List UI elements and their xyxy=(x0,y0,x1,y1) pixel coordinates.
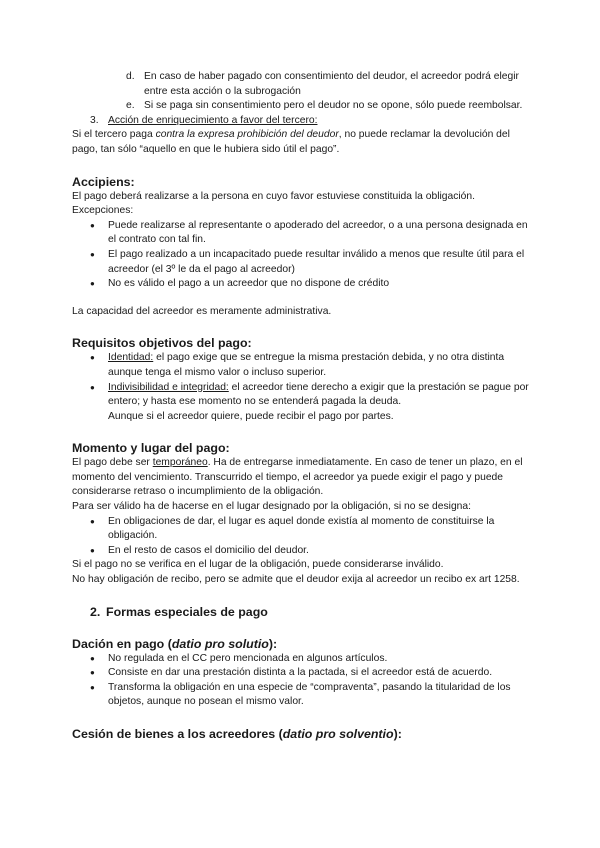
italic-run: datio pro solventio xyxy=(282,727,394,741)
paragraph: El pago deberá realizarse a la persona en cuyo favor estuviese constituida la obligación. xyxy=(72,190,475,202)
list-item-d xyxy=(72,70,532,99)
list-item: ● Transforma la obligación en una especie de “compraventa”, pasando la titularidad de los objetos, aunque no posean el mismo valor. xyxy=(72,681,532,710)
text-run: el pago exige que se entregue la misma prestación debida, y no otra distinta aunque tenga el mismo valor o incluso superior. xyxy=(108,352,505,378)
bullet-list xyxy=(72,219,532,292)
paragraph: Excepciones: xyxy=(72,205,134,217)
heading-dacion xyxy=(72,636,532,652)
underlined-run: temporáneo xyxy=(152,457,208,469)
text-run: Cesión de bienes a los acreedores ( xyxy=(72,727,283,741)
list-item: ● El pago realizado a un incapacitado puede resultar inválido a menos que resulte útil para el acreedor (el 3º le da el pago al acreedor) xyxy=(72,248,532,277)
text-run: el acreedor tiene derecho a exigir que la prestación se pague por entero; y hasta ese momento no se entenderá pagada la deuda. xyxy=(108,381,529,408)
heading-momento: Momento y lugar del pago: xyxy=(72,441,230,456)
list-item xyxy=(72,351,532,380)
section-heading-2 xyxy=(72,604,532,620)
text-run: ): xyxy=(268,636,278,651)
document-page xyxy=(72,70,532,742)
text-run: El pago debe ser xyxy=(72,457,153,469)
text-run: Si el tercero paga xyxy=(72,129,156,141)
list-item: ● No regulada en el CC pero mencionada en algunos artículos. xyxy=(72,652,532,667)
paragraph xyxy=(72,128,532,157)
list-item: ● Puede realizarse al representante o apoderado del acreedor, o a una persona designada en el contrato con tal fin. xyxy=(72,219,532,248)
list-item: ● En el resto de casos el domicilio del deudor. xyxy=(72,544,532,559)
section-title: Formas especiales de pago xyxy=(106,604,268,619)
list-item-text: En caso de haber pagado con consentimiento del deudor, el acreedor podrá elegir entre esta acción o la subrogación xyxy=(144,71,519,97)
paragraph: Para ser válido ha de hacerse en el lugar designado por la obligación, si no se designa: xyxy=(72,501,471,513)
list-item xyxy=(72,381,532,425)
list-marker: d. xyxy=(126,71,135,82)
alpha-list xyxy=(72,70,532,114)
underlined-label: Indivisibilidad e integridad: xyxy=(108,381,229,393)
bullet-list xyxy=(72,351,532,424)
paragraph: No hay obligación de recibo, pero se admite que el deudor exija al acreedor un recibo ex art 1258. xyxy=(72,574,520,586)
section-number: 2. xyxy=(90,604,101,619)
list-marker: e. xyxy=(126,100,135,112)
italic-run: datio pro solutio xyxy=(171,636,269,651)
paragraph: La capacidad del acreedor es meramente administrativa. xyxy=(72,305,332,317)
list-item-text: Acción de enriquecimiento a favor del tercero: xyxy=(108,114,318,126)
heading-cesion xyxy=(72,726,532,742)
text-run: ): xyxy=(393,727,402,741)
paragraph: Si el pago no se verifica en el lugar de la obligación, puede considerarse inválido. xyxy=(72,559,444,571)
bullet-list xyxy=(72,515,532,559)
text-run: Aunque si el acreedor quiere, puede recibir el pago por partes. xyxy=(108,410,394,422)
underlined-label: Identidad: xyxy=(108,352,154,364)
numbered-item-3 xyxy=(72,114,532,129)
list-marker: 3. xyxy=(90,114,99,126)
text-run: . Ha de entregarse inmediatamente. En caso de tener un plazo, en el momento del vencimiento. Transcurrido el tiempo, el acreedor ya puede exigir el pago y puede considerarse retraso o incumplimiento de la obligación. xyxy=(72,457,523,498)
bullet-list xyxy=(72,652,532,710)
list-item-text: Si se paga sin consentimiento pero el deudor no se opone, sólo puede reembolsar. xyxy=(144,100,523,112)
text-run: Dación en pago ( xyxy=(72,636,172,651)
list-item: ● Consiste en dar una prestación distinta a la pactada, si el acreedor está de acuerdo. xyxy=(72,666,532,681)
paragraph xyxy=(72,456,532,500)
list-item: ● No es válido el pago a un acreedor que no dispone de crédito xyxy=(72,277,532,292)
text-run: , no puede reclamar la devolución del pago, tan sólo “aquello en que le hubiera sido útil el pago”. xyxy=(72,129,510,155)
heading-requisitos: Requisitos objetivos del pago: xyxy=(72,336,252,351)
list-item-e xyxy=(72,99,532,114)
list-item: ● En obligaciones de dar, el lugar es aquel donde existía al momento de constituirse la obligación. xyxy=(72,515,532,544)
heading-accipiens: Accipiens: xyxy=(72,174,135,189)
italic-run: contra la expresa prohibición del deudor xyxy=(155,129,339,141)
